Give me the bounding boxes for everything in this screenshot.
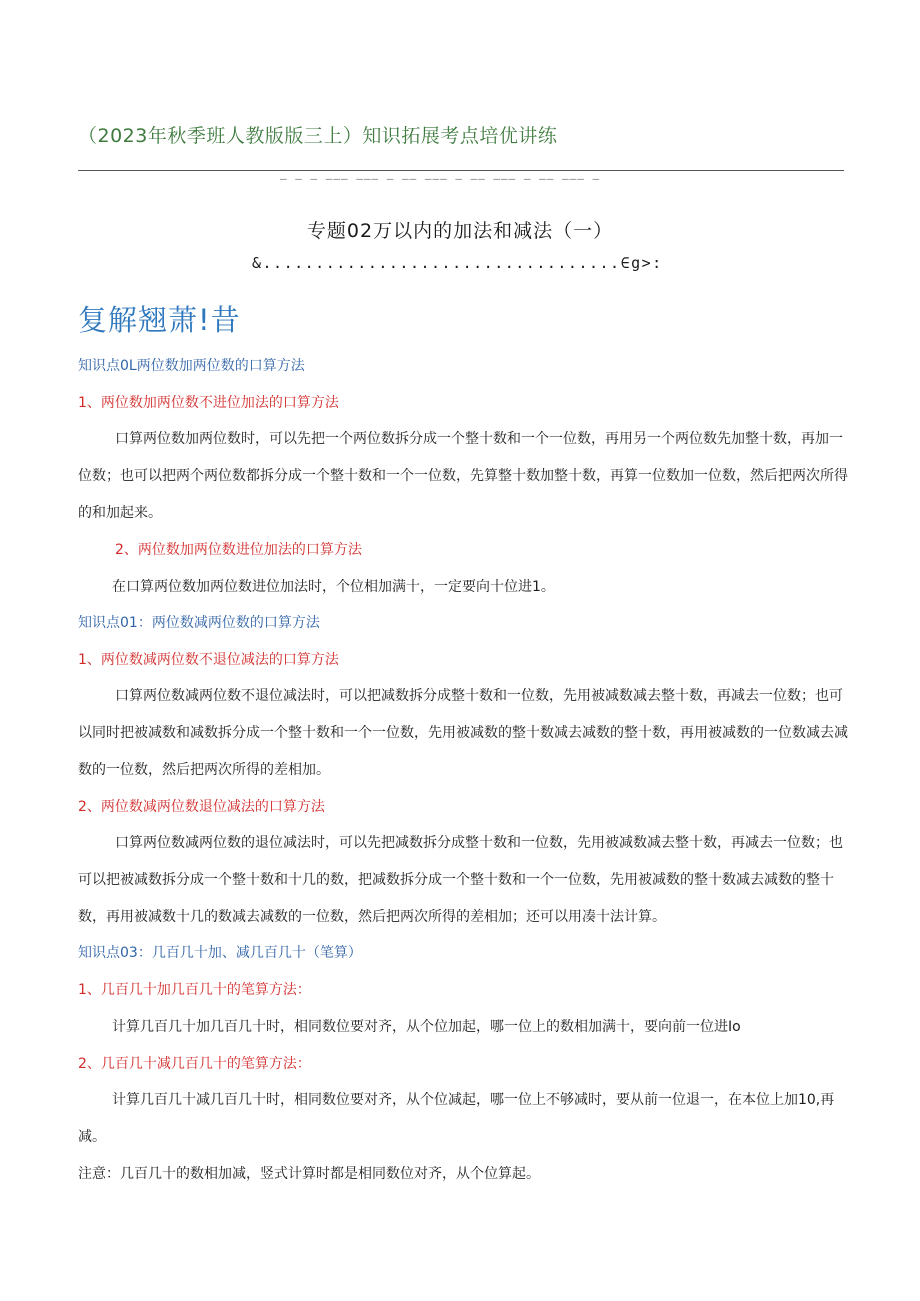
kp2-paragraph-line: 口算两位数减两位数的退位减法时，可以先把减数拆分成整十数和一位数，先用被减数减去整十数，再减去一位数；也 — [115, 835, 843, 851]
kp1-paragraph-line: 口算两位数加两位数时，可以先把一个两位数拆分成一个整十数和一个一位数，再用另一个两位数先加整十数，再加一 — [115, 431, 843, 447]
kp3-subheading-2: 2、几百几十减几百几十的笔算方法： — [78, 1056, 311, 1072]
kp3-paragraph-line: 计算几百几十加几百几十时，相同数位要对齐，从个位加起，哪一位上的数相加满十，要向前一位进Io — [112, 1019, 741, 1035]
kp1-subheading-1: 1、两位数加两位数不进位加法的口算方法 — [78, 395, 339, 411]
kp1-paragraph-line: 位数；也可以把两个两位数都拆分成一个整十数和一个一位数，先算整十数加整十数，再算一位数加一位数，然后把两次所得 — [78, 468, 848, 484]
kp2-paragraph-line: 可以把被减数拆分成一个整十数和十几的数，把减数拆分成一个整十数和一个一位数，先用被减数的整十数减去减数的整十 — [78, 872, 834, 888]
kp3-paragraph-line: 减。 — [78, 1129, 106, 1145]
kp2-subheading-1: 1、两位数减两位数不退位减法的口算方法 — [78, 652, 339, 668]
knowledge-point-3-title: 知识点03：几百几十加、减几百几十（笔算） — [78, 945, 362, 961]
header-title: （2023年秋季班人教版版三上）知识拓展考点培优讲练 — [78, 125, 558, 147]
note-line: 注意：几百几十的数相加减，竖式计算时都是相同数位对齐，从个位算起。 — [78, 1166, 540, 1182]
toc-line: &..................................∈g>: — [252, 254, 663, 272]
kp1-paragraph-line: 的和加起来。 — [78, 505, 162, 521]
knowledge-point-2-title: 知识点01：两位数减两位数的口算方法 — [78, 615, 320, 631]
section-heading: 复解翘萧!昔 — [78, 303, 241, 337]
header-divider — [78, 170, 844, 171]
kp2-paragraph-line: 口算两位数减两位数不退位减法时，可以把减数拆分成整十数和一位数，先用被减数减去整十数，再减去一位数；也可 — [115, 688, 843, 704]
knowledge-point-1-title: 知识点0L两位数加两位数的口算方法 — [78, 358, 305, 374]
kp3-paragraph-line: 计算几百几十减几百几十时，相同数位要对齐，从个位减起，哪一位上不够减时，要从前一位退一，在本位上加10,再 — [112, 1092, 835, 1108]
kp1-subheading-2: 2、两位数加两位数进位加法的口算方法 — [115, 542, 362, 558]
kp3-subheading-1: 1、几百几十加几百几十的笔算方法： — [78, 982, 311, 998]
kp2-paragraph-line: 以同时把被减数和减数拆分成一个整十数和一个一位数，先用被减数的整十数减去减数的整十数，再用被减数的一位数减去减 — [78, 725, 848, 741]
kp2-subheading-2: 2、两位数减两位数退位减法的口算方法 — [78, 799, 325, 815]
kp2-paragraph-line: 数的一位数，然后把两次所得的差相加。 — [78, 762, 330, 778]
kp1-paragraph-line: 在口算两位数加两位数进位加法时，个位相加满十，一定要向十位进1。 — [112, 579, 555, 595]
topic-title: 专题02万以内的加法和减法（一） — [306, 220, 614, 242]
kp2-paragraph-line: 数，再用被减数十几的数减去减数的一位数，然后把两次所得的差相加；还可以用凑十法计算。 — [78, 909, 666, 925]
header-dashes: — — — ——— ——— — —— ——— — —— ——— — —— ——— — — [280, 172, 601, 185]
